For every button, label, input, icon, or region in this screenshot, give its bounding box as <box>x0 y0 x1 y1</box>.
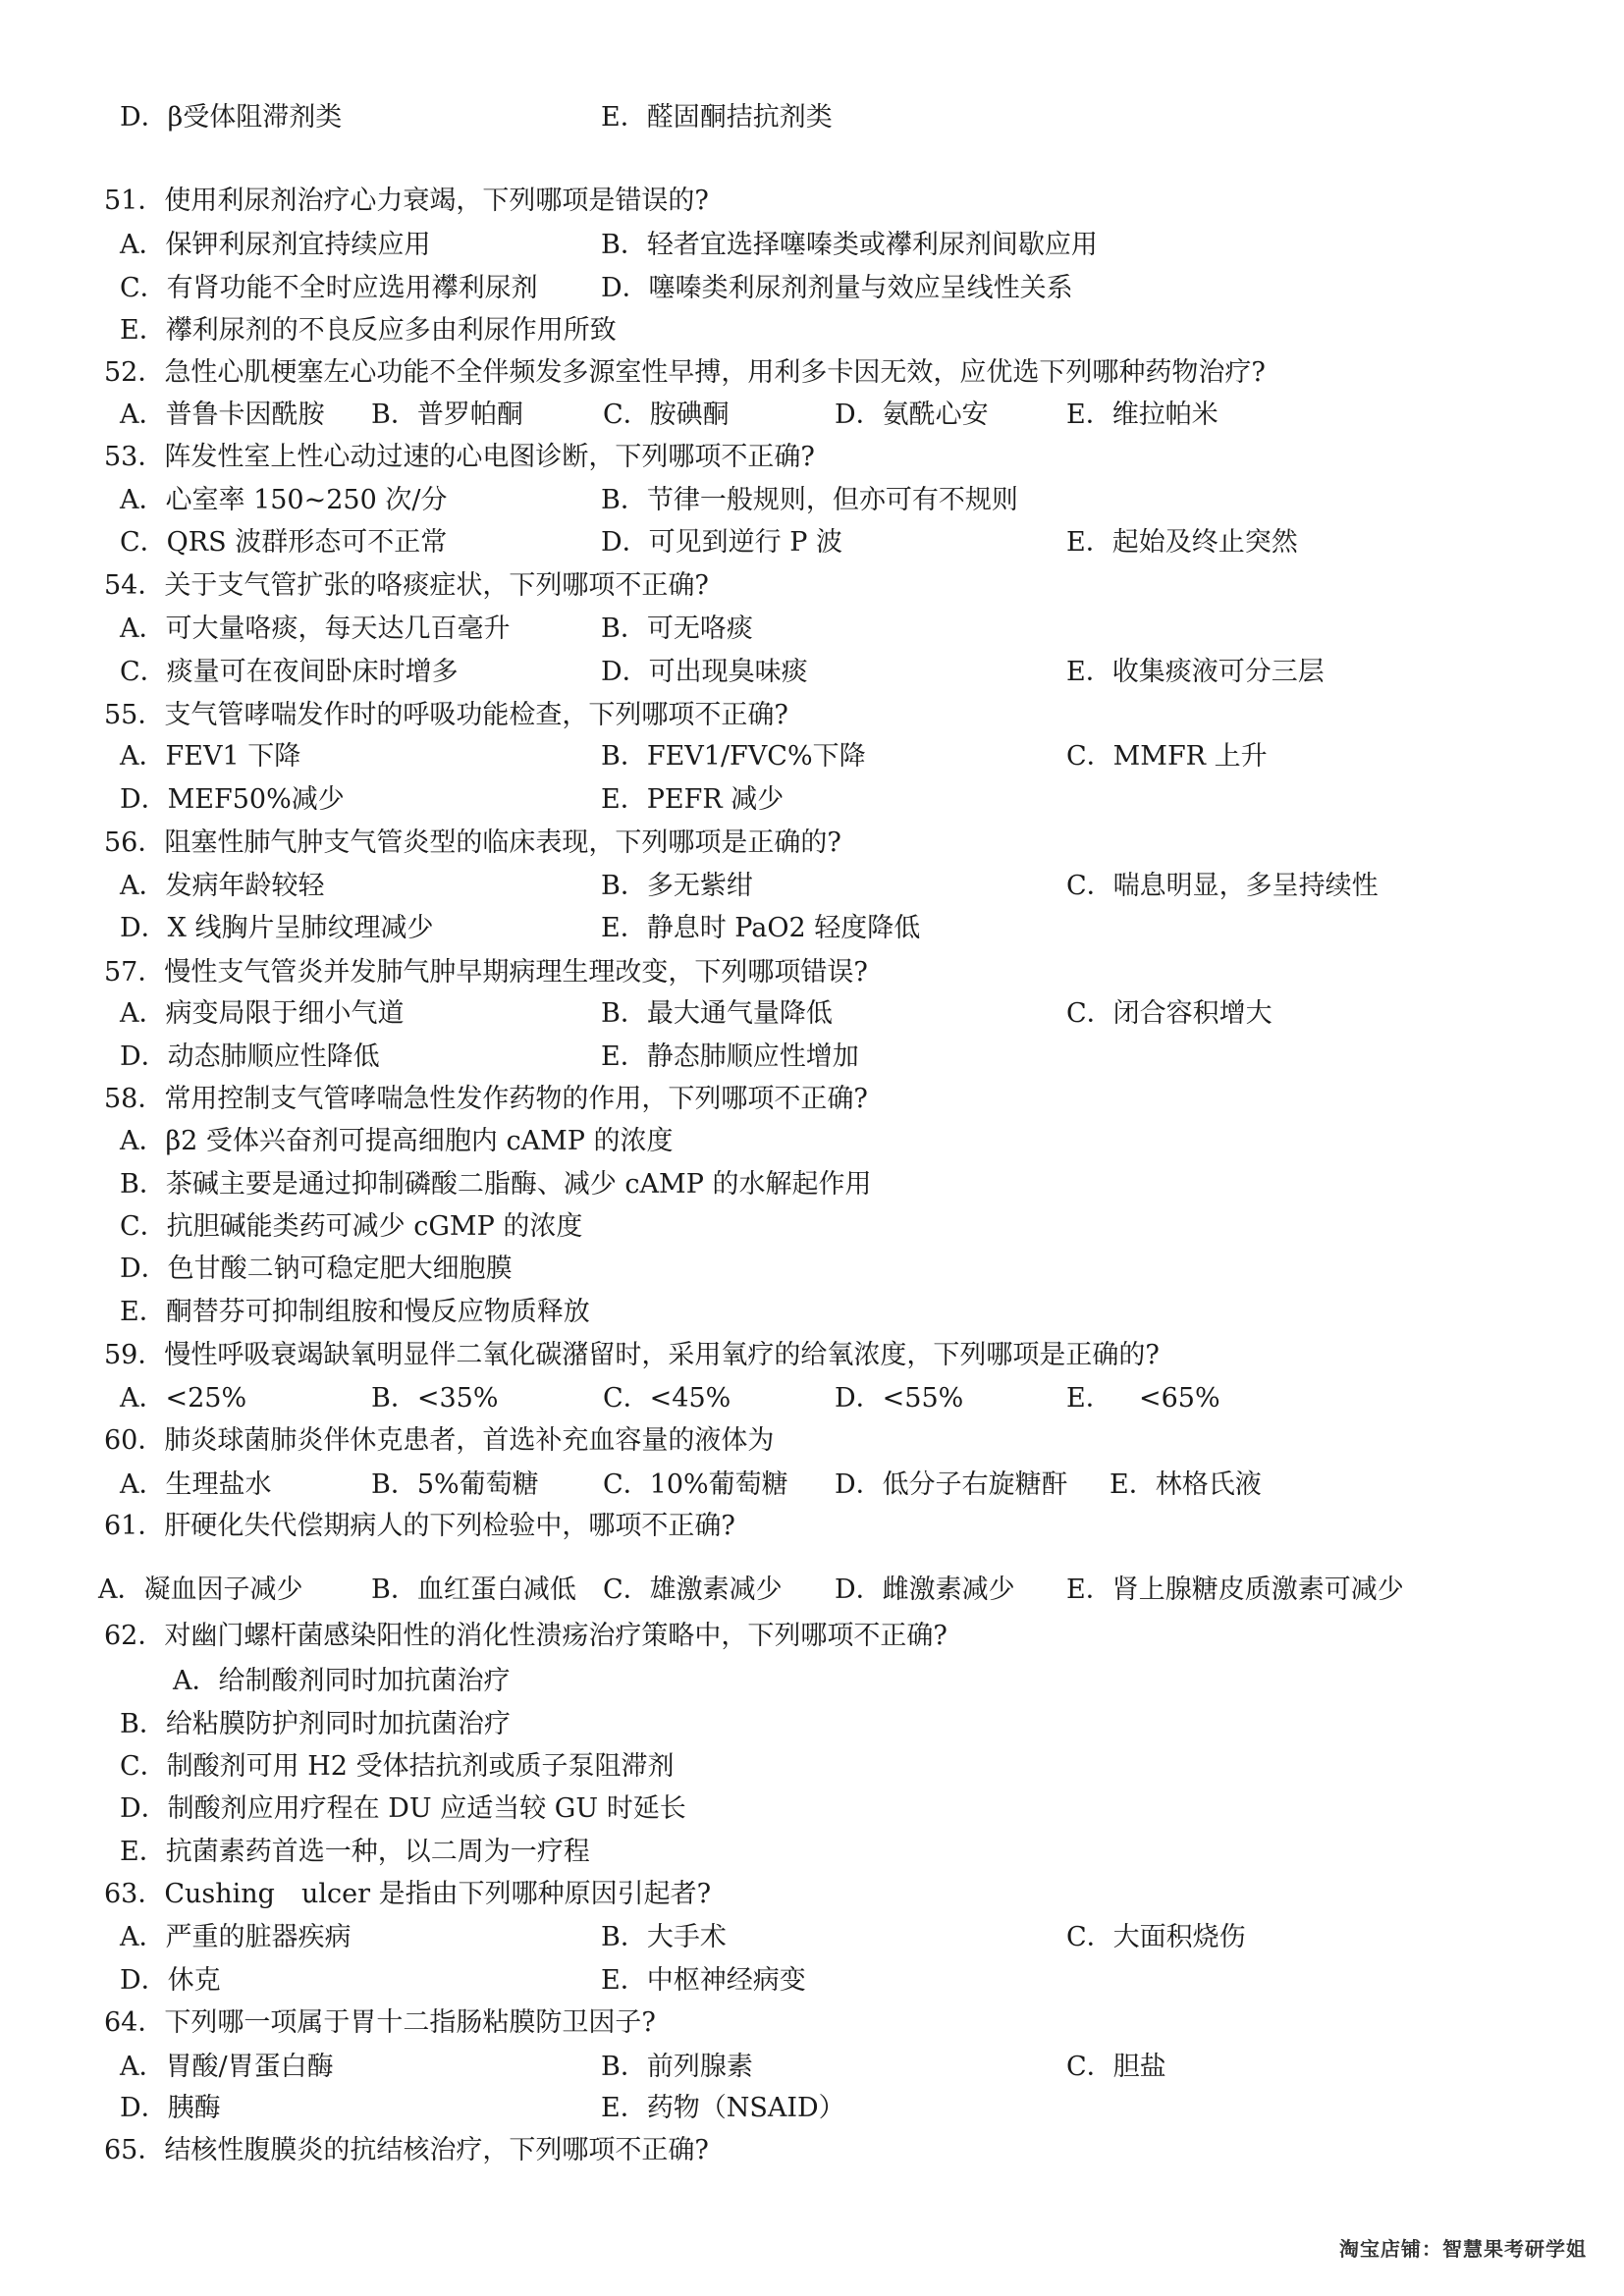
answer-option: A．生理盐水 <box>120 1469 272 1500</box>
answer-option: D．可出现臭味痰 <box>601 657 808 687</box>
question-text: 58．常用控制支气管哮喘急性发作药物的作用，下列哪项不正确? <box>104 1084 868 1114</box>
answer-options-row <box>0 994 1624 1034</box>
answer-option: A．保钾利尿剂宜持续应用 <box>120 230 431 260</box>
answer-options-row <box>0 867 1624 906</box>
answer-option: C．有肾功能不全时应选用襻利尿剂 <box>120 273 538 303</box>
question-stem <box>0 353 1624 393</box>
answer-option: D．噻嗪类利尿剂剂量与效应呈线性关系 <box>601 273 1073 303</box>
question-text: 56．阻塞性肺气肿支气管炎型的临床表现，下列哪项是正确的? <box>104 828 841 858</box>
answer-option: B．轻者宜选择噻嗪类或襻利尿剂间歇应用 <box>601 230 1098 260</box>
question-text: 52．急性心肌梗塞左心功能不全伴频发多源室性早搏，用利多卡因无效，应优选下列哪种药物治疗? <box>104 357 1266 388</box>
question-stem <box>0 182 1624 221</box>
answer-options-row <box>0 1662 1624 1701</box>
question-text: 65．结核性腹膜炎的抗结核治疗，下列哪项不正确? <box>104 2135 709 2165</box>
answer-options-row <box>0 1379 1624 1418</box>
answer-options-row <box>0 1789 1624 1829</box>
answer-option: E．起始及终止突然 <box>1066 527 1298 558</box>
answer-option: C．制酸剂可用 H2 受体拮抗剂或质子泵阻滞剂 <box>120 1751 675 1782</box>
answer-options-row <box>0 1705 1624 1744</box>
answer-option: B．茶碱主要是通过抑制磷酸二脂酶、减少 cAMP 的水解起作用 <box>120 1169 872 1200</box>
answer-option: B．血红蛋白减低 <box>371 1575 576 1605</box>
answer-option: A．β2 受体兴奋剂可提高细胞内 cAMP 的浓度 <box>120 1126 674 1156</box>
shop-footer-label: 淘宝店铺：智慧果考研学姐 <box>1339 2237 1587 2261</box>
question-text: 59．慢性呼吸衰竭缺氧明显伴二氧化碳潴留时，采用氧疗的给氧浓度，下列哪项是正确的? <box>104 1340 1160 1370</box>
answer-option: B．多无紫绀 <box>601 871 753 901</box>
answer-option: <65% <box>1139 1383 1220 1414</box>
answer-options-row <box>0 1466 1624 1505</box>
answer-option: E．醛固酮拮抗剂类 <box>601 102 833 133</box>
answer-option: D．MEF50%减少 <box>120 784 345 815</box>
answer-option: C．胆盐 <box>1066 2052 1166 2082</box>
answer-option: E．肾上腺糖皮质激素可减少 <box>1066 1575 1404 1605</box>
answer-option: E．静息时 PaO2 轻度降低 <box>601 913 921 943</box>
answer-option: A．<25% <box>120 1383 247 1414</box>
question-stem <box>0 696 1624 735</box>
answer-option: C．闭合容积增大 <box>1066 998 1272 1029</box>
answer-option: B．5%葡萄糖 <box>371 1469 539 1500</box>
answer-option: C．雄激素减少 <box>603 1575 783 1605</box>
question-stem <box>0 1336 1624 1375</box>
answer-options-row <box>0 226 1624 265</box>
answer-option: D．胰酶 <box>120 2093 221 2123</box>
answer-options-row <box>0 311 1624 350</box>
answer-option: A．FEV1 下降 <box>120 741 301 772</box>
answer-option: C．大面积烧伤 <box>1066 1922 1246 1952</box>
answer-option: B．大手术 <box>601 1922 727 1952</box>
answer-option: D．雌激素减少 <box>835 1575 1015 1605</box>
question-text: 55．支气管哮喘发作时的呼吸功能检查，下列哪项不正确? <box>104 700 788 730</box>
answer-options-row <box>0 98 1624 137</box>
answer-option: C．MMFR 上升 <box>1066 741 1268 772</box>
answer-options-row <box>0 481 1624 520</box>
answer-option: D．制酸剂应用疗程在 DU 应适当较 GU 时延长 <box>120 1793 686 1824</box>
answer-options-row <box>0 1165 1624 1204</box>
answer-options-row <box>0 780 1624 820</box>
question-stem <box>0 566 1624 606</box>
answer-option: E． <box>1066 1383 1112 1414</box>
answer-option: A．普鲁卡因酰胺 <box>120 400 325 430</box>
answer-option: D．可见到逆行 P 波 <box>601 527 842 558</box>
question-stem <box>0 2003 1624 2043</box>
question-stem <box>0 1617 1624 1656</box>
answer-option: B．可无咯痰 <box>601 614 753 644</box>
question-stem <box>0 1421 1624 1461</box>
answer-option: E．襻利尿剂的不良反应多由利尿作用所致 <box>120 315 617 346</box>
answer-options-row <box>0 2089 1624 2128</box>
answer-options-row <box>0 1250 1624 1289</box>
answer-options-row <box>0 1571 1624 1610</box>
answer-option: C．<45% <box>603 1383 731 1414</box>
answer-options-row <box>0 2048 1624 2087</box>
answer-option: B．<35% <box>371 1383 499 1414</box>
answer-option: D．动态肺顺应性降低 <box>120 1041 380 1072</box>
answer-options-row <box>0 1747 1624 1787</box>
answer-option: A．病变局限于细小气道 <box>120 998 405 1029</box>
answer-option: A．凝血因子减少 <box>98 1575 303 1605</box>
answer-option: C．抗胆碱能类药可减少 cGMP 的浓度 <box>120 1211 583 1242</box>
question-text: 61．肝硬化失代偿期病人的下列检验中，哪项不正确? <box>104 1511 735 1541</box>
answer-option: B．节律一般规则，但亦可有不规则 <box>601 485 1018 515</box>
question-text: 62．对幽门螺杆菌感染阳性的消化性溃疡治疗策略中，下列哪项不正确? <box>104 1621 947 1651</box>
answer-option: B．FEV1/FVC%下降 <box>601 741 866 772</box>
answer-options-row <box>0 523 1624 562</box>
answer-options-row <box>0 610 1624 649</box>
question-stem <box>0 1507 1624 1546</box>
question-text: 57．慢性支气管炎并发肺气肿早期病理生理改变，下列哪项错误? <box>104 957 868 988</box>
answer-option: D．低分子右旋糖酐 <box>835 1469 1068 1500</box>
answer-options-row <box>0 737 1624 776</box>
question-stem <box>0 953 1624 992</box>
answer-option: A．心室率 150~250 次/分 <box>120 485 448 515</box>
answer-option: C．胺碘酮 <box>603 400 730 430</box>
answer-option: E．PEFR 减少 <box>601 784 785 815</box>
question-stem <box>0 824 1624 863</box>
answer-option: E．收集痰液可分三层 <box>1066 657 1325 687</box>
answer-option: E．药物（NSAID） <box>601 2093 845 2123</box>
answer-options-row <box>0 1833 1624 1872</box>
answer-option: A．可大量咯痰，每天达几百毫升 <box>120 614 511 644</box>
answer-options-row <box>0 909 1624 948</box>
answer-options-row <box>0 1207 1624 1247</box>
question-stem <box>0 1080 1624 1119</box>
answer-option: E．静态肺顺应性增加 <box>601 1041 859 1072</box>
question-text: 60．肺炎球菌肺炎伴休克患者，首选补充血容量的液体为 <box>104 1425 775 1456</box>
answer-option: B．最大通气量降低 <box>601 998 833 1029</box>
answer-option: C．10%葡萄糖 <box>603 1469 788 1500</box>
answer-option: D．休克 <box>120 1965 221 1996</box>
answer-option: D．β受体阻滞剂类 <box>120 102 343 133</box>
question-stem <box>0 438 1624 477</box>
answer-option: D．色甘酸二钠可稳定肥大细胞膜 <box>120 1254 513 1284</box>
answer-option: A．给制酸剂同时加抗菌治疗 <box>173 1666 511 1696</box>
answer-option: C．QRS 波群形态可不正常 <box>120 527 448 558</box>
question-text: 63．Cushing ulcer 是指由下列哪种原因引起者? <box>104 1879 712 1909</box>
answer-option: B．给粘膜防护剂同时加抗菌治疗 <box>120 1709 511 1739</box>
answer-option: A．胃酸/胃蛋白酶 <box>120 2052 334 2082</box>
answer-option: E．中枢神经病变 <box>601 1965 806 1996</box>
answer-options-row <box>0 1918 1624 1957</box>
answer-option: C．喘息明显，多呈持续性 <box>1066 871 1379 901</box>
answer-options-row <box>0 1122 1624 1161</box>
question-text: 54．关于支气管扩张的咯痰症状，下列哪项不正确? <box>104 570 709 601</box>
answer-options-row <box>0 1961 1624 2001</box>
answer-option: E．维拉帕米 <box>1066 400 1218 430</box>
question-stem <box>0 1875 1624 1914</box>
answer-option: B．前列腺素 <box>601 2052 753 2082</box>
answer-option: E．抗菌素药首选一种，以二周为一疗程 <box>120 1837 590 1867</box>
answer-option: D．<55% <box>835 1383 964 1414</box>
answer-option: B．普罗帕酮 <box>371 400 523 430</box>
answer-option: E．酮替芬可抑制组胺和慢反应物质释放 <box>120 1297 590 1327</box>
answer-option: E．林格氏液 <box>1110 1469 1262 1500</box>
answer-options-row <box>0 269 1624 308</box>
question-text: 51．使用利尿剂治疗心力衰竭，下列哪项是错误的? <box>104 186 709 216</box>
answer-option: A．发病年龄较轻 <box>120 871 325 901</box>
answer-option: C．痰量可在夜间卧床时增多 <box>120 657 459 687</box>
answer-options-row <box>0 653 1624 692</box>
answer-option: D．氨酰心安 <box>835 400 989 430</box>
question-text: 64．下列哪一项属于胃十二指肠粘膜防卫因子? <box>104 2007 656 2038</box>
answer-options-row <box>0 1038 1624 1077</box>
answer-options-row <box>0 1293 1624 1332</box>
question-stem <box>0 2131 1624 2170</box>
answer-option: A．严重的脏器疾病 <box>120 1922 352 1952</box>
question-text: 53．阵发性室上性心动过速的心电图诊断，下列哪项不正确? <box>104 442 815 472</box>
answer-options-row <box>0 396 1624 435</box>
answer-option: D．X 线胸片呈肺纹理减少 <box>120 913 434 943</box>
